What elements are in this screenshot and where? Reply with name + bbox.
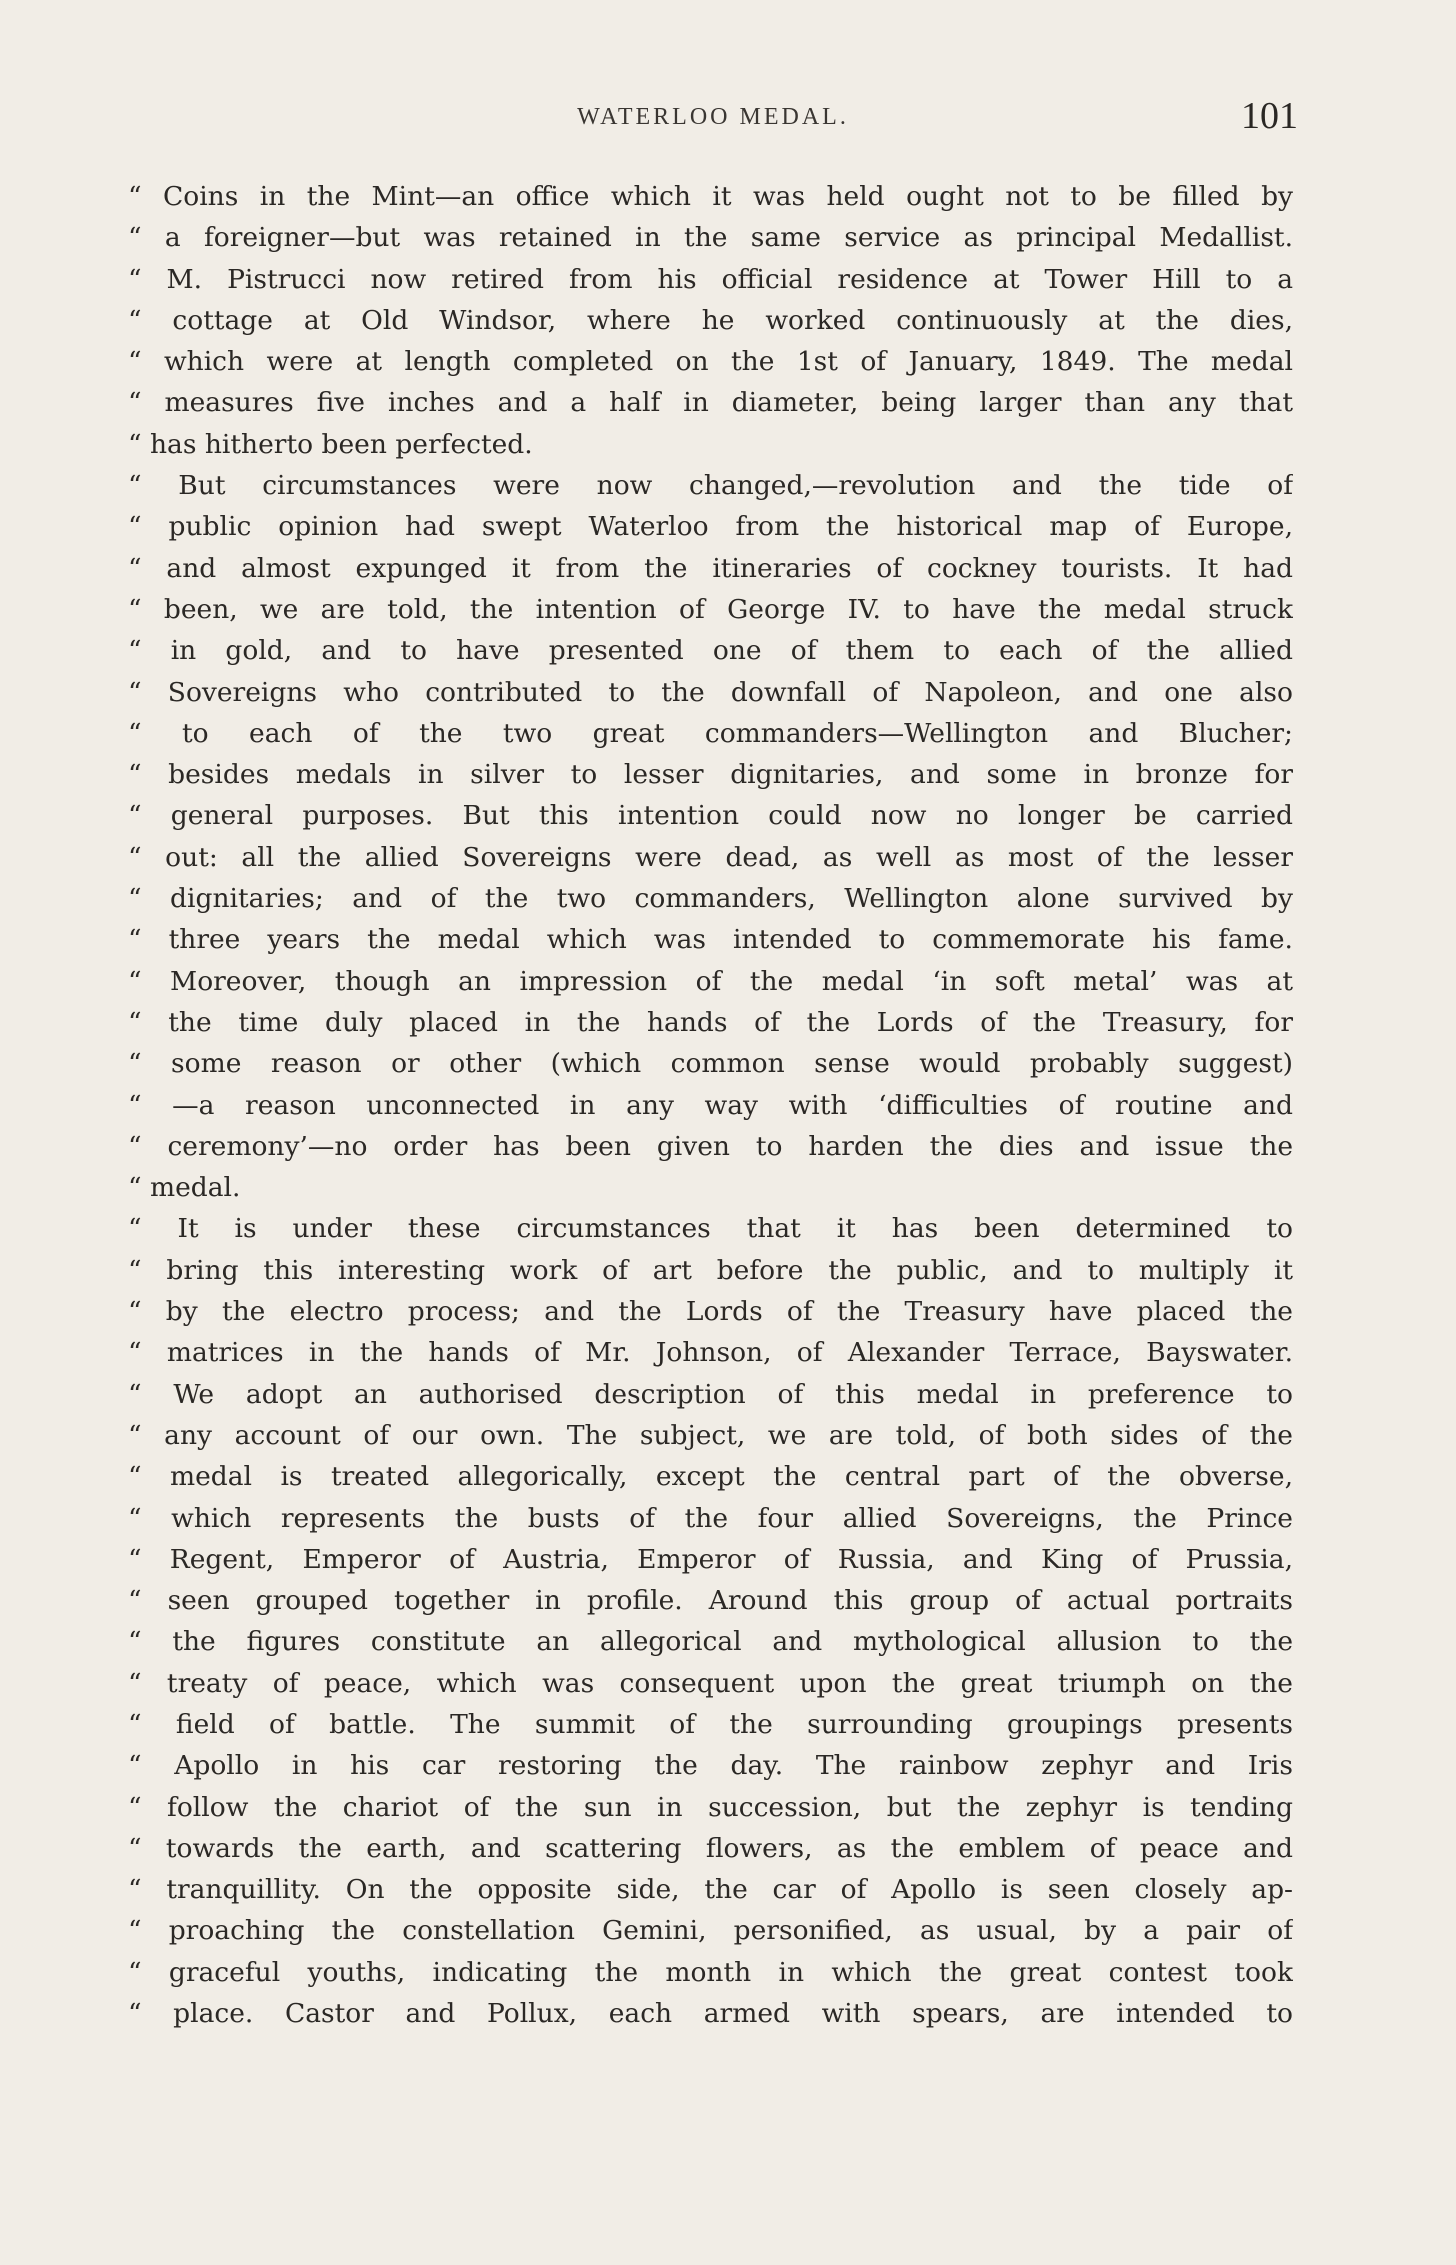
text-line: “ has hitherto been perfected. [128, 428, 533, 460]
text-line: “ a foreigner—but was retained in the same service as principal Medallist. [128, 222, 1293, 254]
text-line: “ been, we are told, the intention of George IV. to have the medal struck [128, 593, 1293, 625]
text-line: “ by the electro process; and the Lords of the Treasury have placed the [128, 1296, 1293, 1328]
text-line: “ dignitaries; and of the two commanders, Wellington alone survived by [128, 883, 1293, 915]
text-line: “ in gold, and to have presented one of them to each of the allied [128, 635, 1293, 667]
text-line: “ measures five inches and a half in diameter, being larger than any that [128, 387, 1293, 419]
text-line: “ We adopt an authorised description of this medal in preference to [128, 1378, 1293, 1410]
text-line: “ out: all the allied Sovereigns were dead, as well as most of the lesser [128, 841, 1293, 873]
text-line: “ Coins in the Mint—an office which it was held ought not to be filled by [128, 181, 1293, 212]
text-line: “ which represents the busts of the four allied Sovereigns, the Prince [128, 1502, 1293, 1534]
text-line: “ besides medals in silver to lesser dignitaries, and some in bronze for [128, 759, 1293, 791]
page-number: 101 [1241, 95, 1298, 137]
text-line: “ ceremony’—no order has been given to harden the dies and issue the [128, 1130, 1293, 1162]
running-title: WATERLOO MEDAL. [577, 104, 849, 130]
text-line: “ Regent, Emperor of Austria, Emperor of Russia, and King of Prussia, [128, 1543, 1293, 1575]
text-line: “ cottage at Old Windsor, where he worked continuously at the dies, [128, 304, 1293, 336]
text-line: “ medal is treated allegorically, except the central part of the obverse, [128, 1461, 1293, 1493]
text-line: “ any account of our own. The subject, we are told, of both sides of the [128, 1419, 1293, 1451]
text-line: “ public opinion had swept Waterloo from the historical map of Europe, [128, 511, 1293, 543]
text-line: “ M. Pistrucci now retired from his official residence at Tower Hill to a [128, 263, 1293, 295]
text-line: “ to each of the two great commanders—Wellington and Blucher; [128, 717, 1293, 749]
text-line: “ proaching the constellation Gemini, personified, as usual, by a pair of [128, 1915, 1293, 1947]
text-line: “ general purposes. But this intention could now no longer be carried [128, 800, 1293, 832]
text-line: “ field of battle. The summit of the surrounding groupings presents [128, 1708, 1293, 1740]
running-head [128, 94, 1298, 144]
text-line: “ treaty of peace, which was consequent upon the great triumph on the [128, 1667, 1293, 1699]
text-line: “ some reason or other (which common sense would probably suggest) [128, 1048, 1293, 1080]
text-line: “ But circumstances were now changed,—revolution and the tide of [128, 470, 1293, 502]
text-line: “ three years the medal which was intended to commemorate his fame. [128, 924, 1293, 956]
text-line: “ bring this interesting work of art before the public, and to multiply it [128, 1254, 1293, 1286]
text-line: “ place. Castor and Pollux, each armed with spears, are intended to [128, 1998, 1293, 2030]
text-line: “ seen grouped together in profile. Around this group of actual portraits [128, 1585, 1293, 1617]
text-line: “ the time duly placed in the hands of the Lords of the Treasury, for [128, 1006, 1293, 1038]
text-line: “ which were at length completed on the 1st of January, 1849. The medal [128, 346, 1293, 378]
text-line: “ tranquillity. On the opposite side, the car of Apollo is seen closely ap- [128, 1874, 1293, 1906]
text-line: “ follow the chariot of the sun in succession, but the zephyr is tending [128, 1791, 1293, 1823]
body-text [128, 176, 1293, 2034]
text-line: “ graceful youths, indicating the month in which the great contest took [128, 1956, 1293, 1988]
text-line: “ towards the earth, and scattering flowers, as the emblem of peace and [128, 1832, 1293, 1864]
text-line: “ medal. [128, 1172, 241, 1204]
text-line: “ and almost expunged it from the itineraries of cockney tourists. It had [128, 552, 1293, 584]
text-line: “ Apollo in his car restoring the day. The rainbow zephyr and Iris [128, 1750, 1293, 1782]
text-line: “ Sovereigns who contributed to the downfall of Napoleon, and one also [128, 676, 1293, 708]
text-line: “ matrices in the hands of Mr. Johnson, of Alexander Terrace, Bayswater. [128, 1337, 1293, 1369]
text-line: “ Moreover, though an impression of the medal ‘in soft metal’ was at [128, 965, 1293, 997]
text-line: “ —a reason unconnected in any way with ‘difficulties of routine and [128, 1089, 1293, 1121]
text-line: “ It is under these circumstances that it has been determined to [128, 1213, 1293, 1245]
text-line: “ the figures constitute an allegorical and mythological allusion to the [128, 1626, 1293, 1658]
